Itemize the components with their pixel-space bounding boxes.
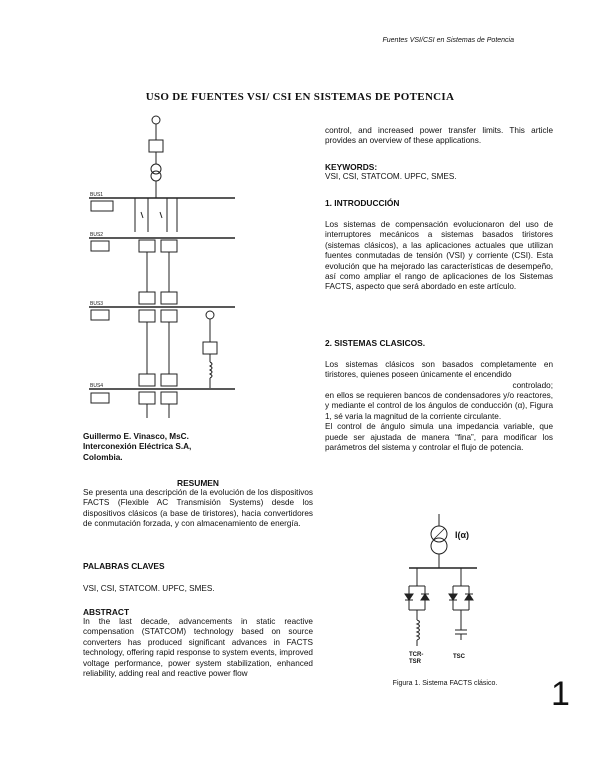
running-header: Fuentes VSI/CSI en Sistemas de Potencia bbox=[382, 37, 514, 44]
resumen-heading: RESUMEN bbox=[177, 478, 219, 488]
author-block bbox=[83, 432, 313, 463]
abstract-text: In the last decade, advancements in static reactive compensation (STATCOM) technology based on source converters has produced significant advances in FACTS technology, offering rapid response to system events, improved voltage performance, power system stabilization, enhanced reliability, adding real and reactive power flow bbox=[83, 617, 313, 679]
bus1-label: BUS1 bbox=[90, 192, 104, 198]
palabras-claves-heading: PALABRAS CLAVES bbox=[83, 561, 165, 571]
author-name: Guillermo E. Vinasco, MsC. bbox=[83, 432, 189, 441]
tsc-label: TSC bbox=[453, 654, 465, 660]
bus2-label: BUS2 bbox=[90, 232, 104, 238]
tcr-label-line2: TSR bbox=[409, 659, 421, 665]
page-number: 1 bbox=[551, 675, 570, 713]
paper-title: USO DE FUENTES VSI/ CSI EN SISTEMAS DE POTENCIA bbox=[145, 91, 455, 103]
author-affiliation: Interconexión Eléctrica S.A, bbox=[83, 442, 192, 452]
bus3-label: BUS3 bbox=[90, 301, 104, 307]
palabras-claves-text: VSI, CSI, STATCOM. UPFC, SMES. bbox=[83, 584, 215, 593]
abstract-heading: ABSTRACT bbox=[83, 607, 130, 617]
thyristor-icon bbox=[405, 594, 413, 600]
section2-p1c: en ellos se requieren bancos de condensadores y/o reactores, y mediante el control de los ángulos de conducción (α), Figura 1, sé varia la magnitud de la corriente circulante. bbox=[325, 391, 553, 421]
figure1-caption: Figura 1. Sistema FACTS clásico. bbox=[392, 680, 498, 687]
bus4-label: BUS4 bbox=[90, 383, 104, 389]
abstract-continuation: control, and increased power transfer limits. This article provides an overview of these applications. bbox=[325, 126, 553, 146]
bus-diagram bbox=[85, 112, 245, 422]
resumen-text: Se presenta una descripción de la evolución de los dispositivos FACTS (Flexible AC Transmisión Systems) desde los dispositivos clásicos (a base de tiristores), hacia convertidores de conmutación forzada, y con almacenamiento de energía. bbox=[83, 488, 313, 529]
keywords-text: VSI, CSI, STATCOM. UPFC, SMES. bbox=[325, 172, 457, 181]
keywords-heading: KEYWORDS: bbox=[325, 162, 378, 172]
section2-p1b: controlado; bbox=[512, 381, 553, 390]
section2-heading: 2. SISTEMAS CLASICOS. bbox=[325, 338, 426, 348]
section1-text: Los sistemas de compensación evolucionaron del uso de interruptores mecánicos a sistemas basados tiristores (sistemas clásicos), a las aplicaciones actuales que utilizan fuentes conmutadas de tensión (VSI) y corriente (CSI). Esta evolución que ha mejorado las características de desempeño, así como ampliar el rango de aplicaciones de los Sistemas FACTS, aspecto que será abordado en este artículo. bbox=[325, 220, 553, 292]
reactor-icon bbox=[417, 620, 420, 640]
section2-p1a: Los sistemas clásicos son basados completamente en tiristores, quienes poseen únicamente el encendido bbox=[325, 360, 553, 380]
figure1-diagram bbox=[395, 512, 505, 672]
alpha-label: I(α) bbox=[455, 530, 470, 540]
section2-p2: El control de ángulo simula una impedancia variable, que puede ser ajustada de manera “fina”, para modificar los parámetros del sistema y controlar el flujo de potencia. bbox=[325, 422, 553, 453]
tcr-label-line1: TCR- bbox=[409, 652, 424, 658]
section1-heading: 1. INTRODUCCIÓN bbox=[325, 198, 400, 208]
author-country: Colombia. bbox=[83, 452, 123, 462]
generator-symbol bbox=[152, 116, 160, 124]
